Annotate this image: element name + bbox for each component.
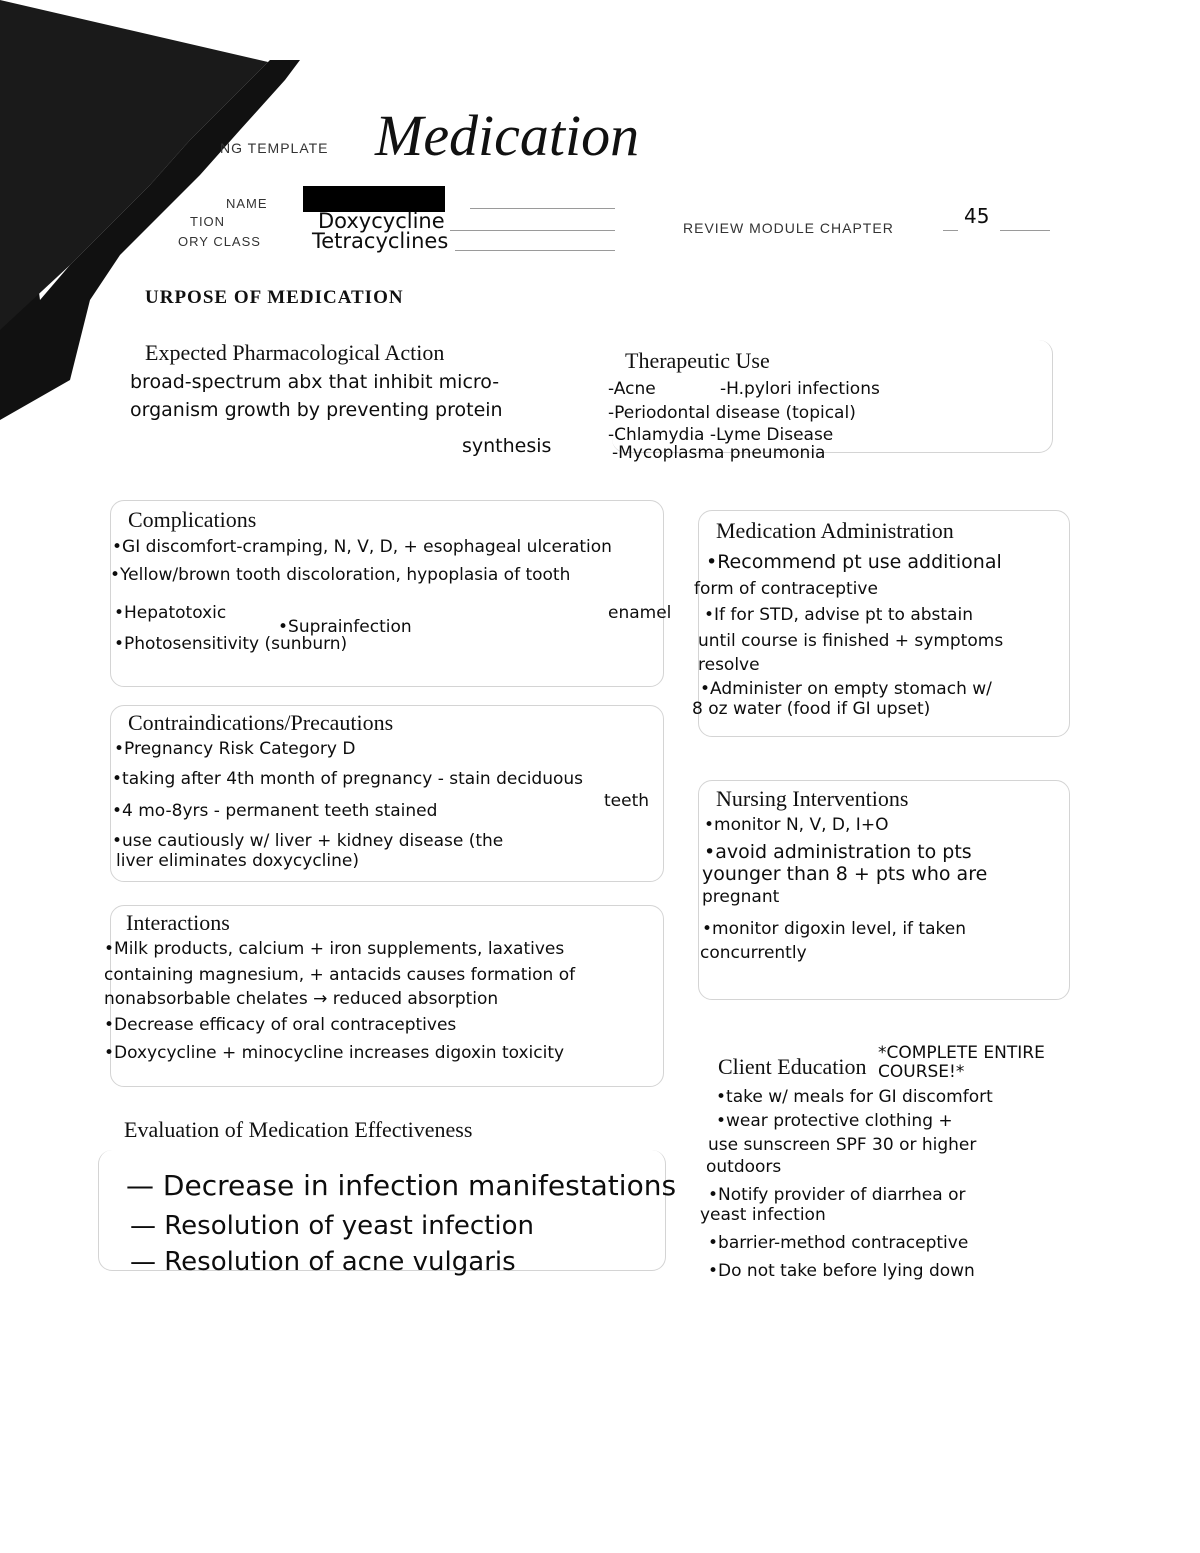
medication-line <box>450 230 615 231</box>
contraindications-item: •taking after 4th month of pregnancy - stain deciduous <box>112 769 584 789</box>
evaluation-item: — Decrease in infection manifestations <box>126 1169 677 1202</box>
evaluation-item: — Resolution of acne vulgaris <box>130 1247 516 1277</box>
review-module-chapter-label: REVIEW MODULE CHAPTER <box>683 220 894 236</box>
administration-item: •If for STD, advise pt to abstain <box>704 605 973 625</box>
administration-item: resolve <box>698 655 760 675</box>
expected-action-line: broad-spectrum abx that inhibit micro- <box>130 371 500 393</box>
category-label: ORY CLASS <box>178 234 261 249</box>
expected-action-line: synthesis <box>462 435 552 457</box>
administration-title: Medication Administration <box>716 518 954 543</box>
category-line <box>455 250 615 251</box>
complications-item: •GI discomfort-cramping, N, V, D, + esophageal ulceration <box>112 537 612 557</box>
administration-item: until course is finished + symptoms <box>698 631 1004 651</box>
complications-title: Complications <box>128 507 257 532</box>
complete-course-note: *COMPLETE ENTIRE COURSE!* <box>878 1043 1045 1082</box>
nursing-item: •monitor N, V, D, I+O <box>704 815 889 835</box>
client-education-item: use sunscreen SPF 30 or higher <box>708 1135 977 1155</box>
expected-action-line: organism growth by preventing protein <box>130 399 503 421</box>
complications-item: •Photosensitivity (sunburn) <box>114 634 348 654</box>
therapeutic-use-title: Therapeutic Use <box>625 348 770 373</box>
template-label: NG TEMPLATE <box>220 140 329 156</box>
complications-item: •Suprainfection <box>278 617 412 637</box>
contraindications-item: •Pregnancy Risk Category D <box>114 739 356 759</box>
contraindications-item: liver eliminates doxycycline) <box>116 851 359 871</box>
name-label: NAME <box>226 196 268 211</box>
interactions-item: containing magnesium, + antacids causes formation of <box>104 965 576 985</box>
nursing-item: younger than 8 + pts who are <box>702 863 988 885</box>
client-education-item: •Notify provider of diarrhea or <box>708 1185 966 1205</box>
client-education-item: •Do not take before lying down <box>708 1261 975 1281</box>
expected-action-title: Expected Pharmacological Action <box>145 340 445 365</box>
nursing-item: •monitor digoxin level, if taken <box>702 919 966 939</box>
therapeutic-use-item: -Chlamydia -Lyme Disease <box>608 425 834 445</box>
administration-item: •Administer on empty stomach w/ <box>700 679 992 699</box>
therapeutic-use-item: -Acne <box>608 379 656 399</box>
nursing-item: •avoid administration to pts <box>704 841 972 863</box>
client-education-title: Client Education <box>718 1054 867 1079</box>
therapeutic-use-item: -Periodontal disease (topical) <box>608 403 856 423</box>
purpose-heading: URPOSE OF MEDICATION <box>145 287 404 308</box>
administration-item: form of contraceptive <box>694 579 878 599</box>
interactions-title: Interactions <box>126 910 230 935</box>
complications-item: •Yellow/brown tooth discoloration, hypoplasia of tooth <box>110 565 571 585</box>
therapeutic-use-item: -H.pylori infections <box>720 379 880 399</box>
client-education-item: •take w/ meals for GI discomfort <box>716 1087 993 1107</box>
client-education-item: yeast infection <box>700 1205 826 1225</box>
chapter-line-right <box>1000 230 1050 231</box>
administration-item: 8 oz water (food if GI upset) <box>692 699 931 719</box>
client-education-item: outdoors <box>706 1157 782 1177</box>
nursing-title: Nursing Interventions <box>716 786 909 811</box>
contraindications-item: •4 mo-8yrs - permanent teeth stained <box>112 801 438 821</box>
complications-item: enamel <box>608 603 672 623</box>
medication-name: Doxycycline <box>318 209 445 233</box>
client-education-item: •barrier-method contraceptive <box>708 1233 969 1253</box>
contraindications-title: Contraindications/Precautions <box>128 710 394 735</box>
nursing-item: concurrently <box>700 943 807 963</box>
client-education-item: •wear protective clothing + <box>716 1111 953 1131</box>
page-title: Medication <box>375 103 640 168</box>
evaluation-title: Evaluation of Medication Effectiveness <box>124 1117 473 1142</box>
interactions-item: •Decrease efficacy of oral contraceptives <box>104 1015 457 1035</box>
action-label: TION <box>190 214 226 229</box>
therapeutic-use-item: -Mycoplasma pneumonia <box>612 443 826 463</box>
evaluation-item: — Resolution of yeast infection <box>130 1211 534 1241</box>
category-class: Tetracyclines <box>312 229 449 253</box>
complications-item: •Hepatotoxic <box>114 603 227 623</box>
interactions-item: •Doxycycline + minocycline increases digoxin toxicity <box>104 1043 565 1063</box>
contraindications-item: •use cautiously w/ liver + kidney disease (the <box>112 831 504 851</box>
contraindications-item: teeth <box>604 791 650 811</box>
interactions-item: nonabsorbable chelates → reduced absorption <box>104 989 499 1009</box>
interactions-item: •Milk products, calcium + iron supplements, laxatives <box>104 939 565 959</box>
chapter-number: 45 <box>964 204 990 228</box>
name-line <box>470 208 615 209</box>
nursing-item: pregnant <box>702 887 780 907</box>
chapter-line-left <box>943 230 958 231</box>
administration-item: •Recommend pt use additional <box>706 551 1002 573</box>
